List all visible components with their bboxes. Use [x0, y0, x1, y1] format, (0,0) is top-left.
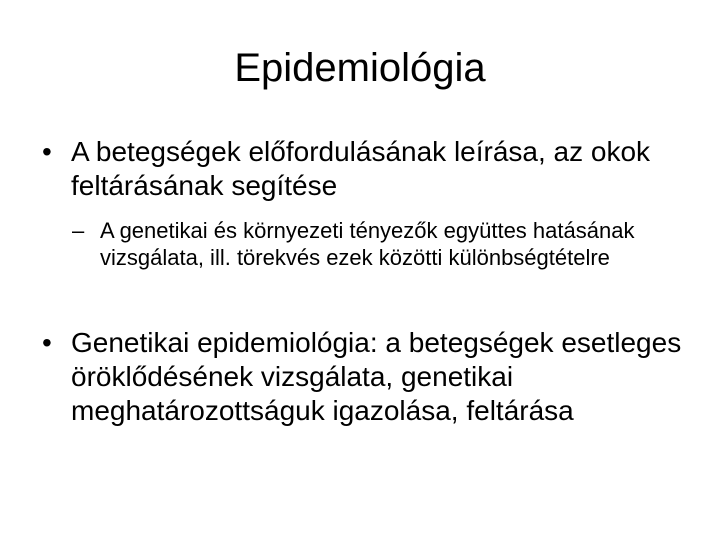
bullet-item [42, 135, 682, 203]
bullet-marker: • [42, 136, 52, 167]
bullet-text: Genetikai epidemiológia: a betegségek esetleges öröklődésének vizsgálata, genetikai meghatározottságuk igazolása, feltárása [71, 327, 682, 426]
sub-bullet-marker: – [72, 218, 85, 243]
sub-bullet-item [72, 217, 692, 271]
slide-title: Epidemiológia [234, 46, 486, 90]
bullet-marker: • [42, 327, 52, 358]
bullet-text: A betegségek előfordulásának leírása, az okok feltárásának segítése [71, 136, 651, 201]
bullet-item [42, 326, 682, 428]
sub-bullet-text: A genetikai és környezeti tényezők együttes hatásának vizsgálata, ill. törekvés ezek közötti különbségtételre [100, 218, 635, 270]
